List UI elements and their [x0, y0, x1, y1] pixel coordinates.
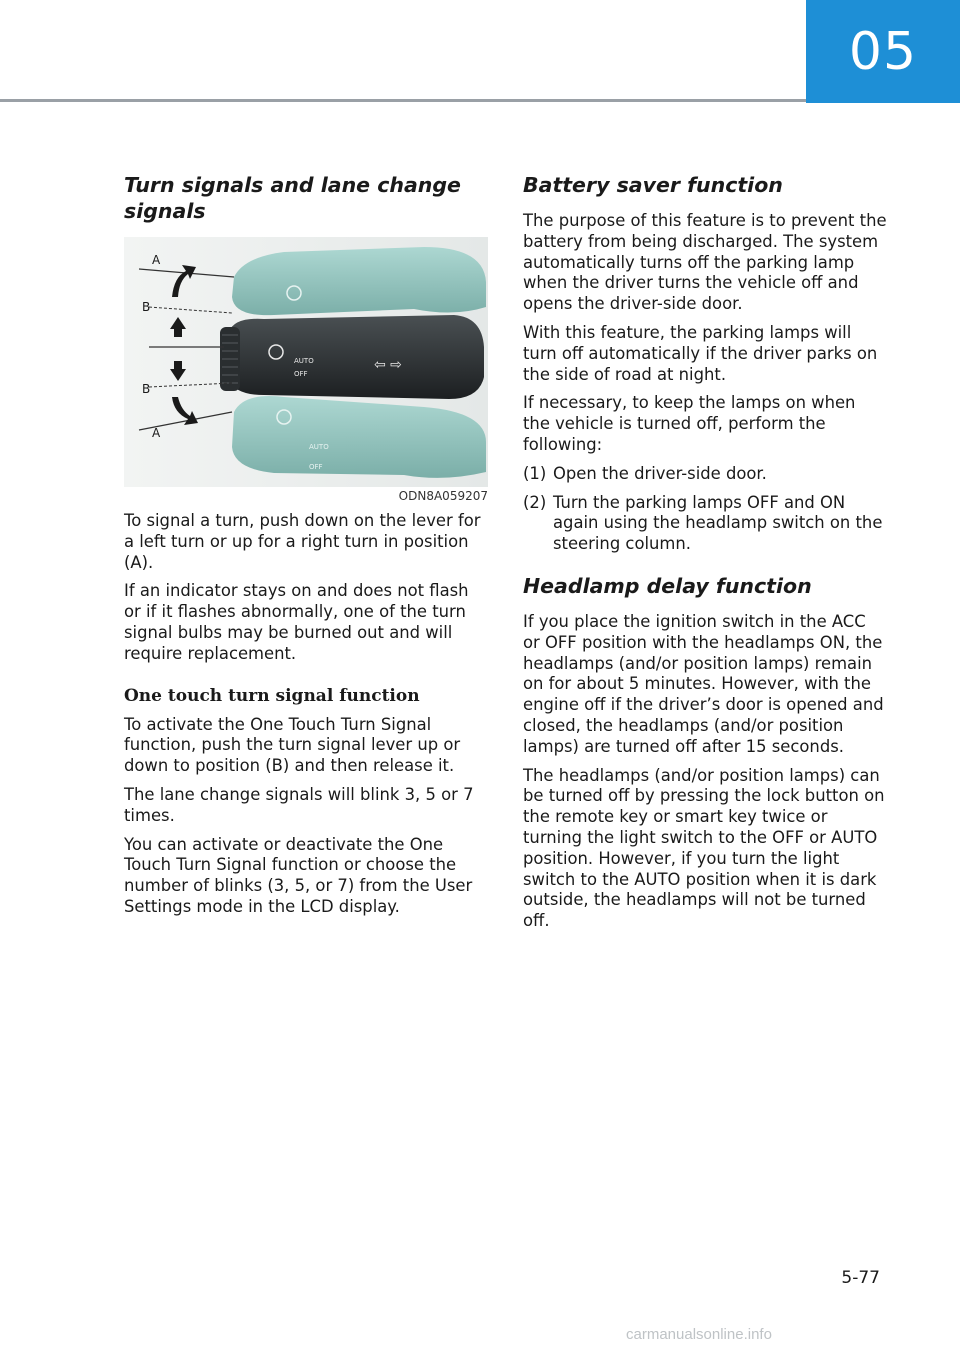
paragraph-parking-lamps-off: With this feature, the parking lamps will turn off automatically if the driver parks on the side of road at night.: [523, 322, 878, 384]
section-heading-battery-saver: Battery saver function: [523, 173, 783, 197]
list-number: (2): [523, 492, 547, 512]
paragraph-user-settings: You can activate or deactivate the One Touch Turn Signal function or choose the number of blinks (3, 5, or 7) from the User Settings mode in the LCD display.: [124, 834, 473, 916]
list-item: [523, 464, 887, 485]
list-item: [523, 493, 887, 555]
ghost-label-auto: AUTO: [309, 443, 329, 451]
right-column: [523, 172, 887, 940]
list-text: Turn the parking lamps OFF and ON again using the headlamp switch on the steering column.: [553, 492, 883, 554]
watermark: carmanualsonline.info: [626, 1326, 772, 1343]
chapter-tab: 05: [806, 0, 960, 103]
subheading-one-touch: One touch turn signal function: [124, 685, 420, 706]
switch-label-auto: AUTO: [294, 357, 314, 365]
switch-label-off: OFF: [294, 370, 308, 378]
label-a-top: A: [152, 253, 161, 267]
paragraph-keep-lamps-on: If necessary, to keep the lamps on when the vehicle is turned off, perform the following:: [523, 393, 856, 454]
ghost-label-off: OFF: [309, 463, 323, 471]
left-column: [124, 172, 488, 926]
lever-diagram: [124, 237, 488, 487]
section-heading-headlamp-delay: Headlamp delay function: [523, 573, 812, 598]
main-lever: [229, 315, 484, 399]
paragraph-indicator-flash: If an indicator stays on and does not flash or if it flashes abnormally, one of the turn signal bulbs may be burned out and will require replacement.: [124, 581, 469, 663]
paragraph-blink-count: The lane change signals will blink 3, 5 or 7 times.: [124, 784, 474, 825]
turn-signal-lever-illustration: [124, 237, 488, 487]
paragraph-activate-one-touch: To activate the One Touch Turn Signal function, push the turn signal lever up or down to position (B) and then release it.: [124, 714, 461, 776]
paragraph-signal-turn: To signal a turn, push down on the lever for a left turn or up for a right turn in position (A).: [124, 511, 481, 572]
paragraph-battery-purpose: The purpose of this feature is to prevent the battery from being discharged. The system automatically turns off the parking lamp when the driver turns the vehicle off and opens the driver-side door.: [523, 211, 887, 314]
list-text: Open the driver-side door.: [553, 463, 767, 483]
paragraph-headlamp-off: The headlamps (and/or position lamps) can be turned off by pressing the lock button on the remote key or smart key twice or turning the light switch to the OFF or AUTO position. However, if you turn the light switch to the AUTO position when it is dark outside, the headlamps will not be turned off.: [523, 765, 885, 931]
figure-code: ODN8A059207: [398, 489, 488, 503]
list-number: (1): [523, 463, 547, 483]
arrows-symbol: ⇦ ⇨: [374, 357, 402, 373]
ghost-lever-up: [232, 247, 486, 315]
label-b-bottom: B: [142, 382, 151, 396]
section-heading-turn-signals: Turn signals and lane change signals: [124, 173, 461, 223]
header-rule: [0, 99, 806, 102]
label-a-bottom: A: [152, 426, 161, 440]
paragraph-headlamp-delay: If you place the ignition switch in the ACC or OFF position with the headlamps ON, the headlamps (and/or position lamps) remain on for about 5 minutes. However, with the engine off if the driver’s door is opened and closed, the headlamps (and/or position lamps) are turned off after 15 seconds.: [523, 611, 884, 756]
page-number: 5-77: [841, 1268, 880, 1288]
label-b-top: B: [142, 300, 151, 314]
